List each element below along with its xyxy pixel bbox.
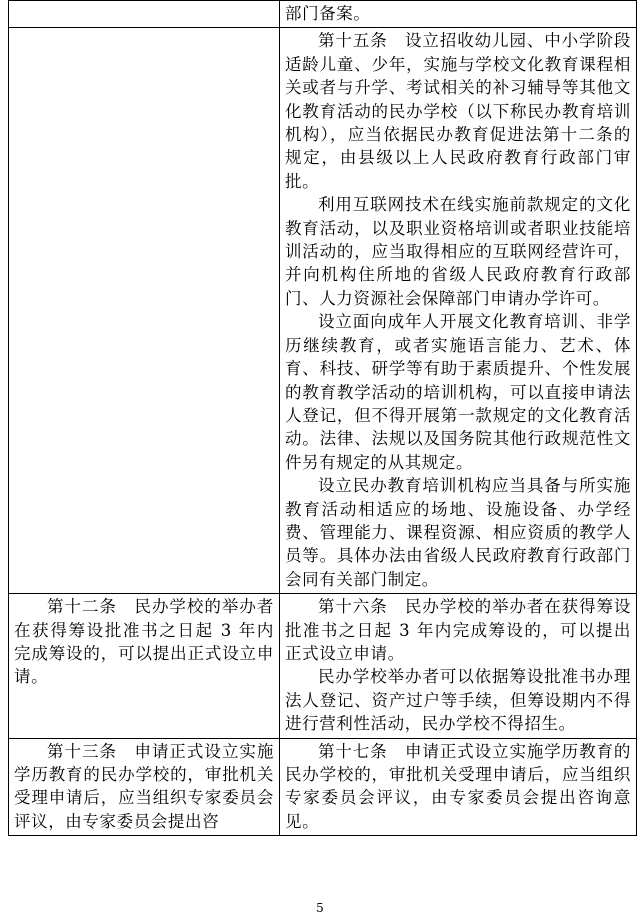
article-15-paragraph-3: 设立面向成年人开展文化教育培训、非学历继续教育，或者实施语言能力、艺术、体育、科技、研学等有助于素质提升、个性发展的教育教学活动的培训机构，可以直接申请法人登记，但不得开展第一款规定的文化教育活动。法律、法规以及国务院其他行政规范性文件另有规定的从其规定。 [285, 312, 631, 472]
page-number: 5 [316, 901, 324, 915]
article-13-old: 第十三条 申请正式设立实施学历教育的民办学校的，审批机关受理申请后，应当组织专家委员会评议，由专家委员会提出咨 [14, 741, 274, 831]
article-16-paragraph-2: 民办学校举办者可以依据筹设批准书办理法人登记、资产过户等手续，但筹设期内不得进行营利性活动，民办学校不得招生。 [285, 667, 631, 734]
article-15-paragraph-2: 利用互联网技术在线实施前款规定的文化教育活动，以及职业资格培训或者职业技能培训活动的，应当取得相应的互联网经营许可，并向机构住所地的省级人民政府教育行政部门、人力资源社会保障部门申请办学许可。 [285, 195, 631, 308]
article-17-new: 第十七条 申请正式设立实施学历教育的民办学校的，审批机关受理申请后，应当组织专家委员会评议，由专家委员会提出咨询意见。 [285, 741, 631, 831]
new-text-cell [280, 738, 637, 836]
old-text-cell [9, 738, 280, 836]
article-15-paragraph-1: 第十五条 设立招收幼儿园、中小学阶段适龄儿童、少年，实施与学校文化教育课程相关或者与升学、考试相关的补习辅导等其他文化教育活动的民办学校（以下称民办教育培训机构），应当依据民办教育促进法第十二条的规定，由县级以上人民政府教育行政部门审批。 [285, 31, 631, 191]
table-row [9, 738, 637, 836]
new-text-cell [280, 594, 637, 738]
old-text-cell [9, 1, 280, 28]
article-16-paragraph-1: 第十六条 民办学校的举办者在获得筹设批准书之日起 3 年内完成筹设的，可以提出正式设立申请。 [285, 597, 631, 663]
comparison-table [8, 0, 637, 836]
paragraph: 部门备案。 [285, 4, 371, 23]
new-text-cell [280, 1, 637, 28]
table-row [9, 28, 637, 594]
old-text-cell [9, 28, 280, 594]
new-text-cell [280, 28, 637, 594]
article-15-paragraph-4: 设立民办教育培训机构应当具备与所实施教育活动相适应的场地、设施设备、办学经费、管理能力、课程资源、相应资质的教学人员等。具体办法由省级人民政府教育行政部门会同有关部门制定。 [285, 476, 631, 589]
table-row [9, 1, 637, 28]
article-12-old: 第十二条 民办学校的举办者在获得筹设批准书之日起 3 年内完成筹设的，可以提出正式设立申请。 [14, 597, 274, 687]
table-row [9, 594, 637, 738]
old-text-cell [9, 594, 280, 738]
